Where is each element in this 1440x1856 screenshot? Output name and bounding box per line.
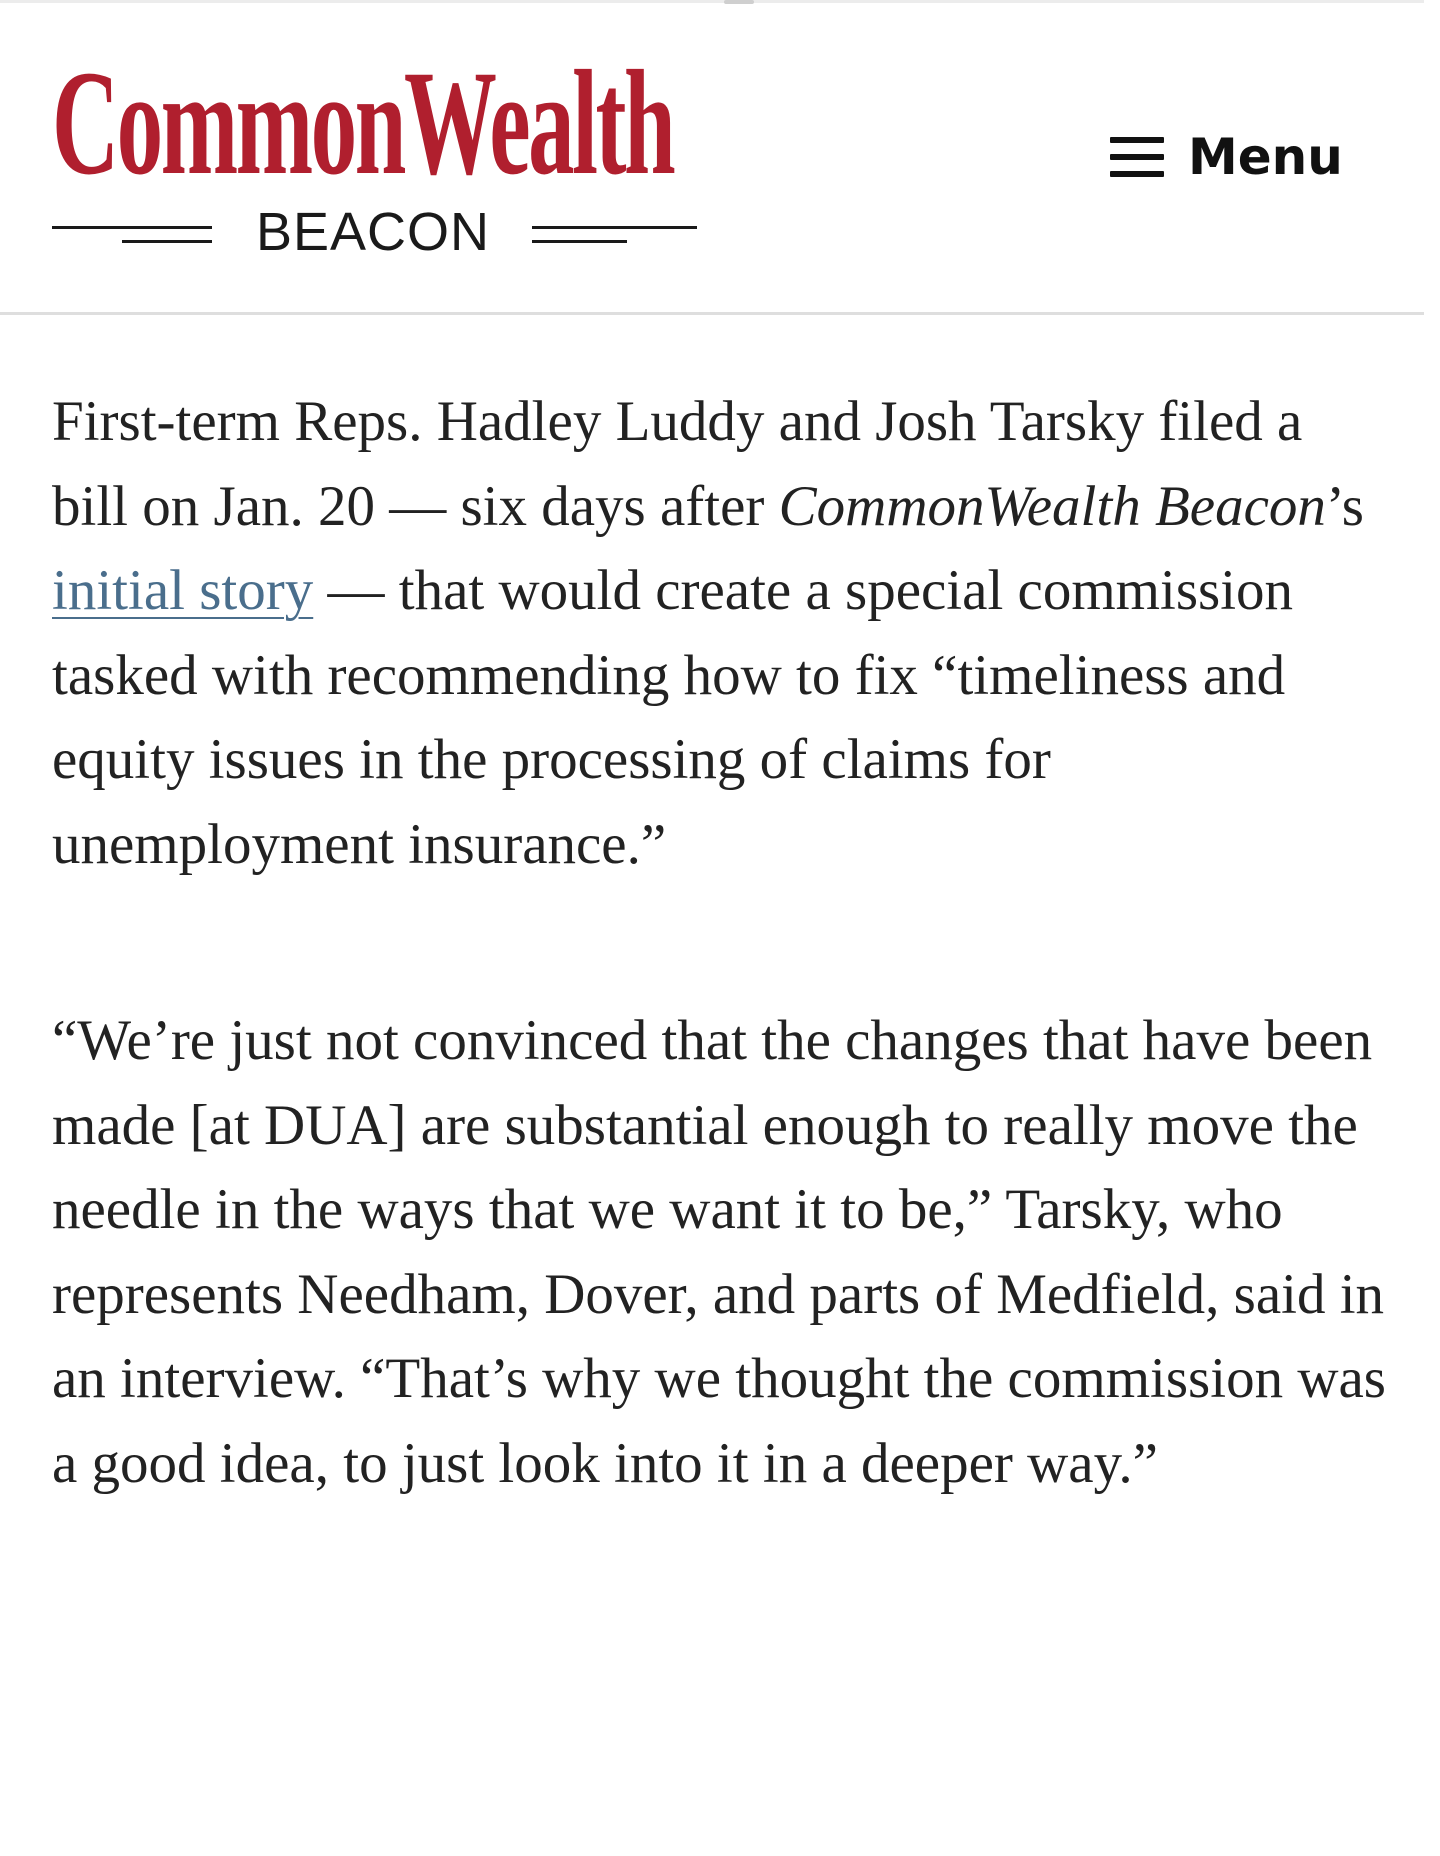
article-body — [52, 380, 1392, 1506]
hamburger-icon — [1110, 137, 1164, 177]
menu-label: Menu — [1188, 128, 1343, 186]
initial-story-link[interactable]: initial story — [52, 559, 314, 622]
logo-rule-left-long — [52, 226, 212, 229]
article-paragraph-2: “We’re just not convinced that the changes that have been made [at DUA] are substantial enough to really move the needle in the ways that we want it to be,” Tarsky, who represents Needham, Dover, and parts of Medfield, said in an interview. “That’s why we thought the commission was a good idea, to just look into it in a deeper way.” — [52, 1009, 1386, 1495]
paragraph-1-text-end: — that would create a special commission tasked with recommending how to fix “timeliness and equity issues in the processing of claims for unemployment insurance.” — [52, 559, 1294, 876]
logo-subtitle: BEACON — [255, 202, 491, 262]
logo-rule-left-short — [122, 240, 212, 243]
site-header — [0, 0, 1424, 315]
publication-name: CommonWealth Beacon — [778, 474, 1326, 538]
logo-rule-right-short — [532, 240, 627, 243]
menu-button[interactable] — [1110, 124, 1360, 190]
paragraph-1-text-start: First-term Reps. Hadley Luddy and Josh Tarsky filed a bill on Jan. 20 — six days after — [52, 390, 1303, 538]
logo-wordmark: CommonWealth — [52, 40, 674, 206]
logo-subtitle-row — [52, 198, 697, 268]
possessive-suffix: ’s — [1325, 474, 1364, 538]
logo-rule-right-long — [532, 226, 697, 229]
site-logo[interactable] — [52, 40, 697, 262]
article-paragraph-1 — [52, 380, 1392, 887]
